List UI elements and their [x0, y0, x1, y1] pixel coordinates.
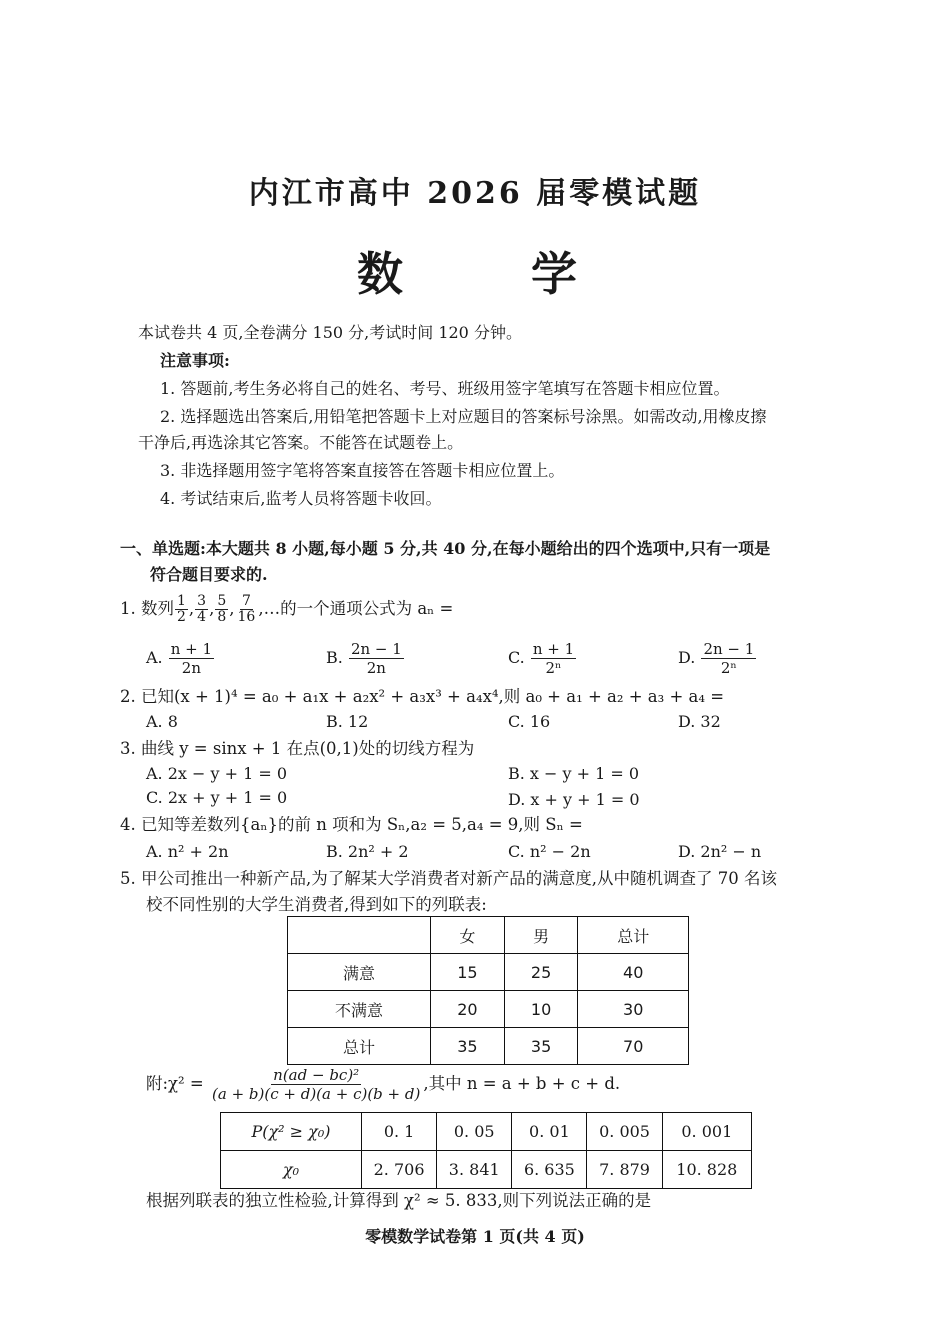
question-1-stem: 1. 数列 $\frac{1}{2}$ , $\frac{3}{4}$ , $\frac{5}{8}$ , $\frac{7}{16}$ ,…的一个通项公式为 aₙ = — [120, 593, 454, 625]
question-3-stem: 3. 曲线 y = sinx + 1 在点(0,1)处的切线方程为 — [120, 739, 475, 758]
question-1-option-a: A. $\frac{n + 1}{2n}$ — [146, 640, 213, 677]
notice-item: 干净后,再选涂其它答案。不能答在试题卷上。 — [138, 433, 464, 452]
page-title: 内江市高中 2026 届零模试题 — [248, 176, 702, 211]
table-row — [288, 991, 689, 1028]
table-row — [288, 1028, 689, 1065]
question-5-conclusion: 根据列联表的独立性检验,计算得到 χ² ≈ 5. 833,则下列说法正确的是 — [146, 1191, 652, 1210]
table-cell: 0. 05 — [437, 1113, 512, 1151]
question-1-option-c: C. $\frac{n + 1}{\text{2ⁿ}}$ — [508, 640, 575, 677]
section-heading: 一、单选题:本大题共 8 小题,每小题 5 分,共 40 分,在每小题给出的四个选项中,只有一项是 — [120, 539, 771, 558]
question-2-option-d: D. 32 — [678, 712, 721, 731]
notice-title: 注意事项: — [160, 351, 230, 370]
table-cell: 3. 841 — [437, 1151, 512, 1189]
table-header-cell: 男 — [504, 917, 578, 954]
question-4-option-b: B. 2n² + 2 — [326, 842, 409, 861]
table-cell: 满意 — [288, 954, 431, 991]
notice-item: 2. 选择题选出答案后,用铅笔把答题卡上对应题目的答案标号涂黑。如需改动,用橡皮擦 — [160, 407, 767, 426]
question-3-option-d: D. x + y + 1 = 0 — [508, 790, 640, 809]
table-cell: χ₀ — [221, 1151, 362, 1189]
table-cell: 10 — [504, 991, 578, 1028]
section-heading-cont: 符合题目要求的. — [150, 565, 268, 584]
table-cell: 35 — [504, 1028, 578, 1065]
table-row — [221, 1113, 752, 1151]
question-1-option-b: B. $\frac{2n - 1}{2n}$ — [326, 640, 402, 677]
question-2-option-c: C. 16 — [508, 712, 551, 731]
subject-title: 数 学 — [356, 247, 633, 301]
table-cell: P(χ² ≥ χ₀) — [221, 1113, 362, 1151]
table-cell: 15 — [431, 954, 505, 991]
question-3-option-c: C. 2x + y + 1 = 0 — [146, 788, 288, 807]
table-cell: 7. 879 — [587, 1151, 662, 1189]
question-3-option-b: B. x − y + 1 = 0 — [508, 764, 640, 783]
table-cell: 30 — [578, 991, 689, 1028]
question-1-option-d: D. $\frac{2n - 1}{\text{2ⁿ}}$ — [678, 640, 755, 677]
notice-item: 4. 考试结束后,监考人员将答题卡收回。 — [160, 489, 442, 508]
table-cell: 6. 635 — [512, 1151, 587, 1189]
contingency-table — [287, 916, 689, 1065]
table-cell: 0. 001 — [662, 1113, 751, 1151]
table-cell: 40 — [578, 954, 689, 991]
table-cell — [288, 917, 431, 954]
table-cell: 35 — [431, 1028, 505, 1065]
table-row — [288, 917, 689, 954]
critical-value-table — [220, 1112, 752, 1189]
question-4-option-d: D. 2n² − n — [678, 842, 762, 861]
chi-square-formula: 附:χ² = $\frac{\text{n(ad − bc)²}}{(a + b)(c + d)(a + c)(b + d)}$ ,其中 n = a + b + c + d. — [146, 1066, 621, 1103]
question-5-stem: 5. 甲公司推出一种新产品,为了解某大学消费者对新产品的满意度,从中随机调查了 70 名该 — [120, 869, 777, 888]
intro-text: 本试卷共 4 页,全卷满分 150 分,考试时间 120 分钟。 — [138, 323, 522, 342]
table-cell: 10. 828 — [662, 1151, 751, 1189]
table-cell: 70 — [578, 1028, 689, 1065]
question-4-option-a: A. n² + 2n — [146, 842, 229, 861]
table-row — [288, 954, 689, 991]
table-cell: 0. 01 — [512, 1113, 587, 1151]
table-cell: 总计 — [288, 1028, 431, 1065]
notice-item: 3. 非选择题用签字笔将答案直接答在答题卡相应位置上。 — [160, 461, 565, 480]
question-3-option-a: A. 2x − y + 1 = 0 — [146, 764, 288, 783]
table-cell: 不满意 — [288, 991, 431, 1028]
question-5-stem-cont: 校不同性别的大学生消费者,得到如下的列联表: — [146, 895, 487, 914]
table-cell: 25 — [504, 954, 578, 991]
table-cell: 2. 706 — [362, 1151, 437, 1189]
table-cell: 20 — [431, 991, 505, 1028]
question-2-stem: 2. 已知(x + 1)⁴ = a₀ + a₁x + a₂x² + a₃x³ + a₄x⁴,则 a₀ + a₁ + a₂ + a₃ + a₄ = — [120, 687, 725, 706]
page-footer: 零模数学试卷第 1 页(共 4 页) — [365, 1227, 585, 1246]
table-cell: 0. 005 — [587, 1113, 662, 1151]
table-row — [221, 1151, 752, 1189]
table-cell: 0. 1 — [362, 1113, 437, 1151]
question-2-option-b: B. 12 — [326, 712, 369, 731]
question-4-option-c: C. n² − 2n — [508, 842, 591, 861]
table-header-cell: 总计 — [578, 917, 689, 954]
notice-item: 1. 答题前,考生务必将自己的姓名、考号、班级用签字笔填写在答题卡相应位置。 — [160, 379, 730, 398]
question-2-option-a: A. 8 — [146, 712, 178, 731]
question-4-stem: 4. 已知等差数列{aₙ}的前 n 项和为 Sₙ,a₂ = 5,a₄ = 9,则 Sₙ = — [120, 815, 583, 834]
table-header-cell: 女 — [431, 917, 505, 954]
